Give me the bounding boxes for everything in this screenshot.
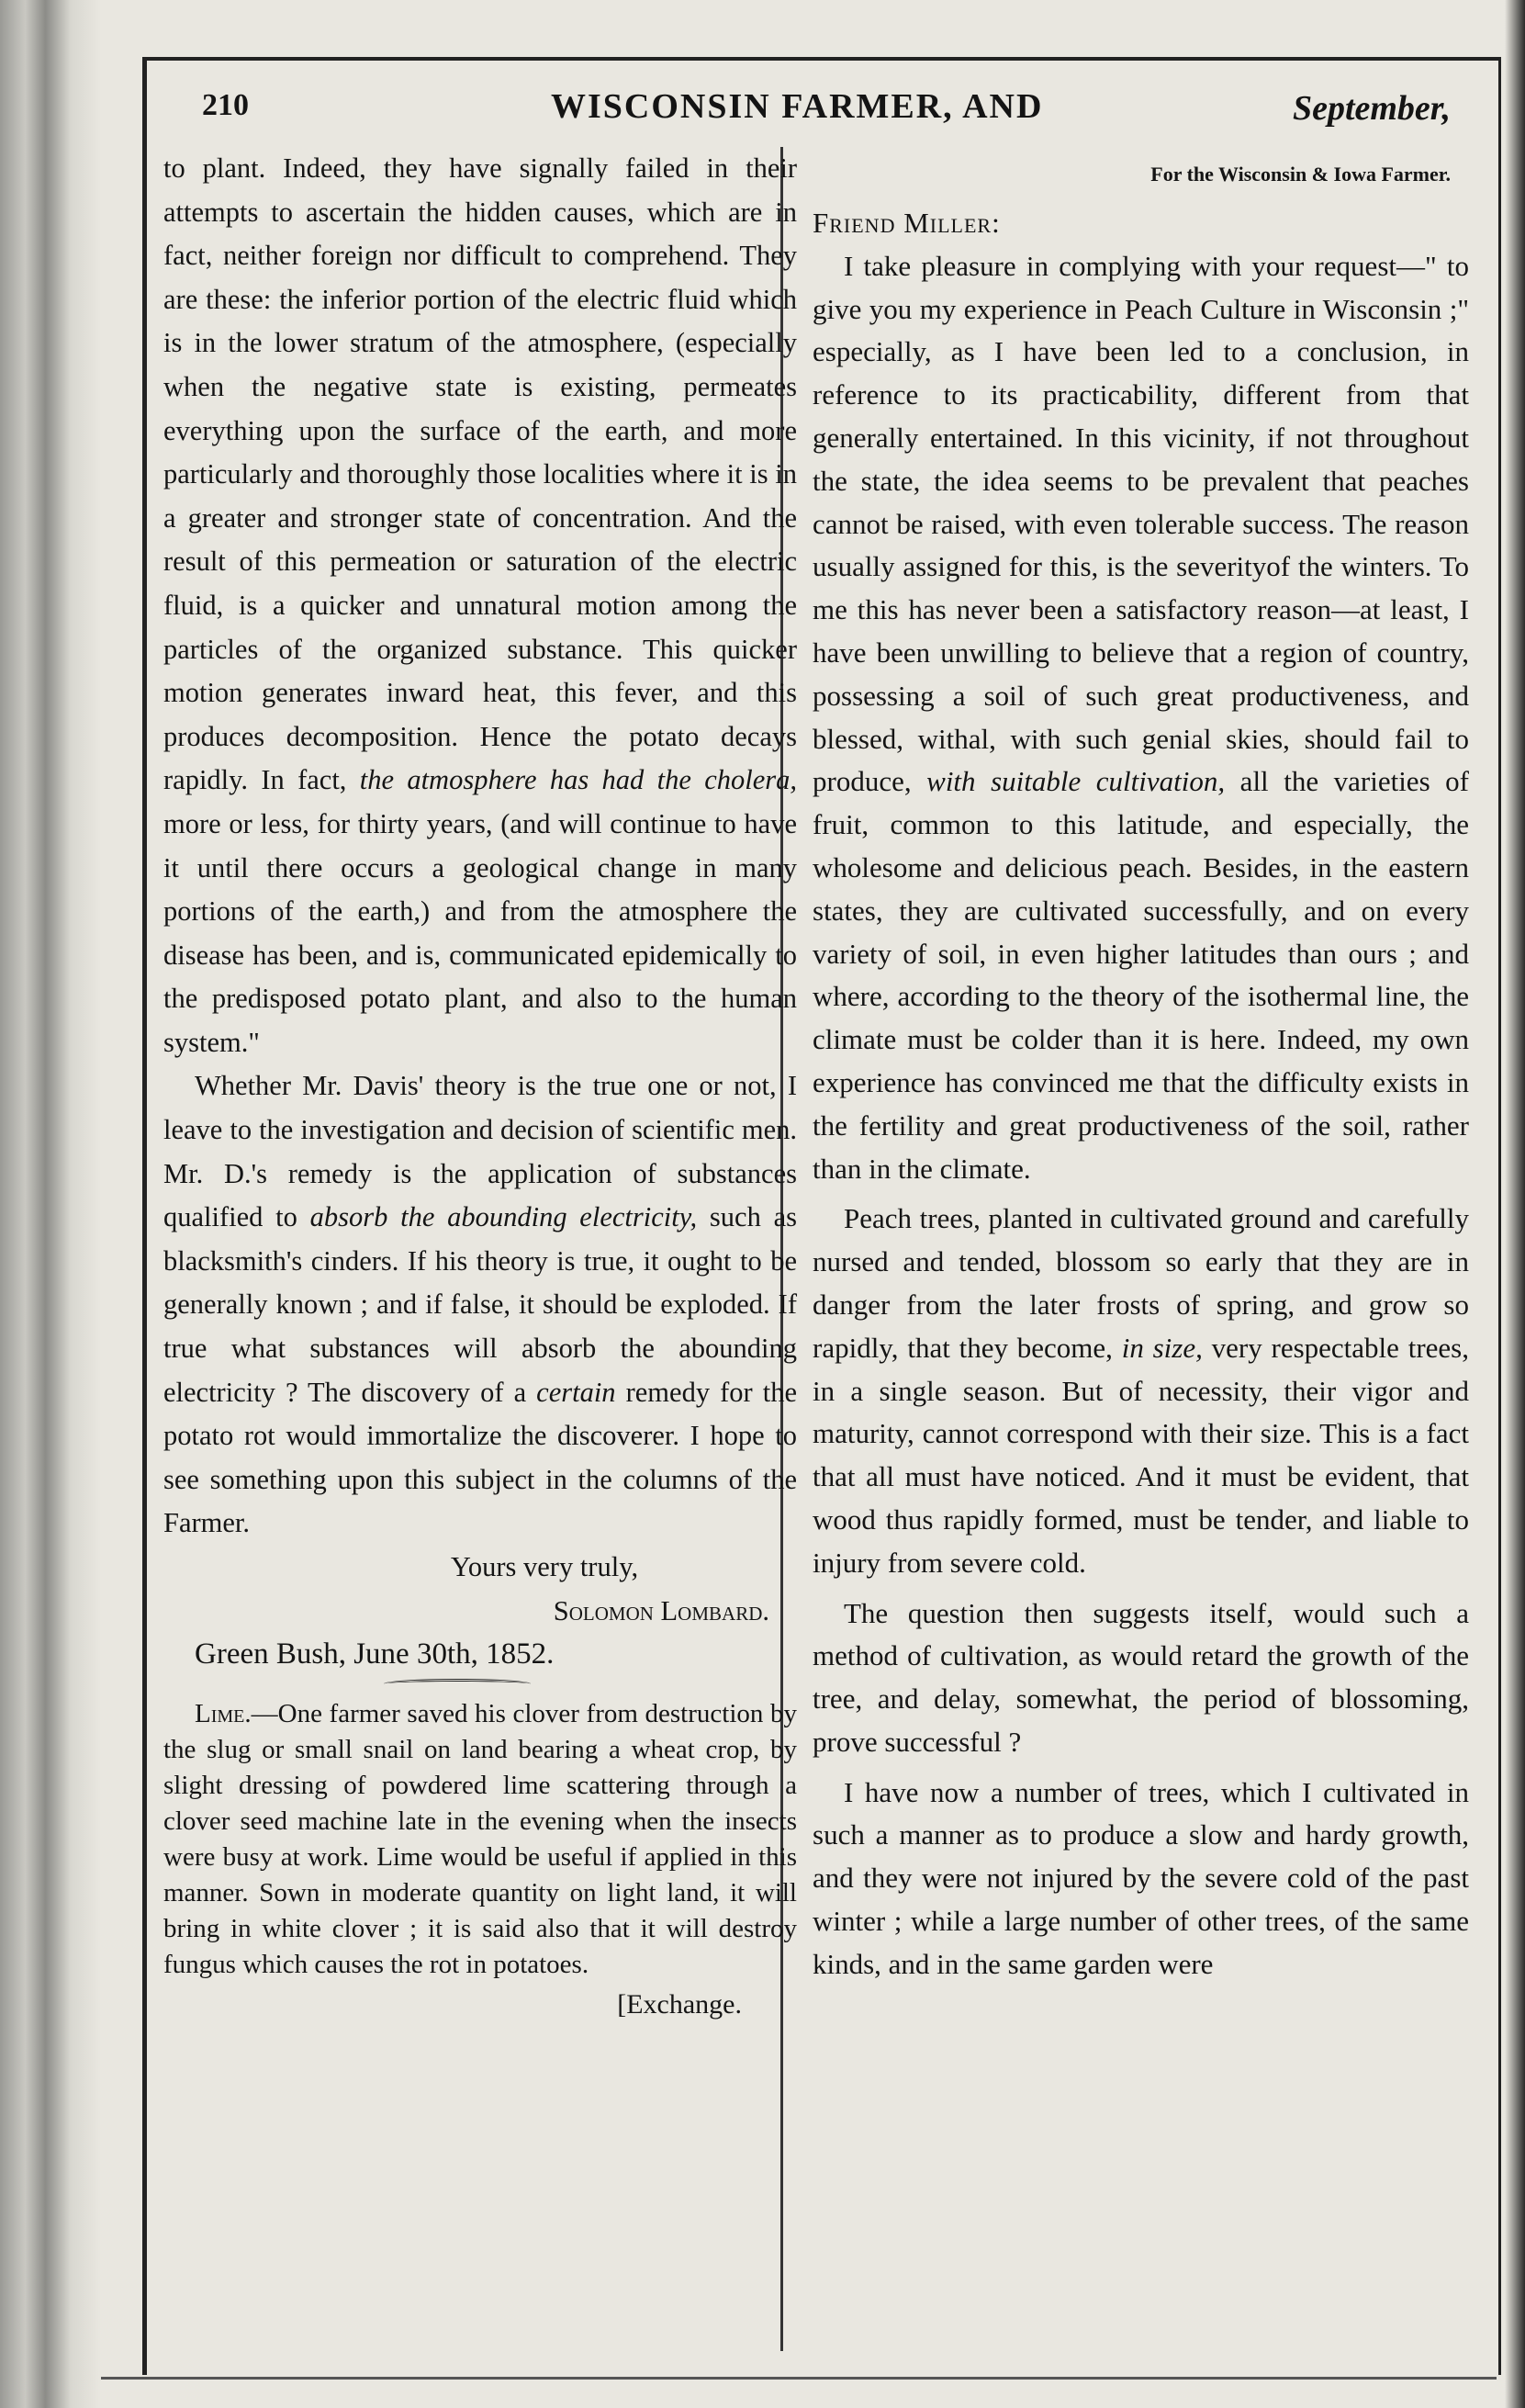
letter-salutation: Friend Miller:: [813, 207, 1001, 239]
lime-article: [163, 1696, 797, 1983]
running-header: [184, 81, 1451, 145]
text-run: very respectable trees, in a single season. But of necessity, their vigor and maturity, cannot correspond with their size. This is a fact that all must have noticed. And it must be evident, that wood thus rapidly formed, must be tender, and liable to injury from severe cold.: [813, 1331, 1469, 1579]
italic-text: with suitable cultivation,: [926, 765, 1226, 798]
lime-article-label: Lime.: [195, 1698, 252, 1728]
article-continuation-paragraph: [163, 147, 797, 1064]
letter-signature: Solomon Lombard.: [553, 1594, 769, 1626]
text-run: —One farmer saved his clover from destruction by the slug or small snail on land bearing a wheat crop, by slight dressing of powdered lime scattering through a clover seed machine late in the evening when the insects were busy at work. Lime would be useful if applied in this manner. Sown in moderate quantity on light land, it will bring in white clover ; it is said also that it will destroy fungus which causes the rot in potatoes.: [163, 1698, 797, 1979]
page-shadow: [1505, 0, 1525, 2408]
right-column: [813, 147, 1469, 1986]
text-run: such as blacksmith's cinders. If his theory is true, it ought to be generally known ; and if false, it should be exploded. If true what substances will absorb the abounding electricity ? The discovery of a: [163, 1201, 797, 1408]
text-run: Whether Mr. Davis' theory is the true one or not, I leave to the investigation and decision of scientific men. Mr. D.'s remedy is the application of substances qualified to: [163, 1070, 797, 1233]
left-column: [163, 147, 797, 2026]
letter-signoff: Yours very truly,: [450, 1551, 639, 1582]
running-title: WISCONSIN FARMER, AND: [551, 87, 1044, 126]
article-paragraph: [813, 1198, 1469, 1584]
text-run: I take pleasure in complying with your request—" to give you my experience in Peach Culture in Wisconsin ;" especially, as I have been led to a conclusion, in reference to its practicability, different from that generally entertained. In this vicinity, if not throughout the state, the idea seems to be prevalent that peaches cannot be raised, with even tolerable success. The reason usually assigned for this, is the severityof the winters. To me this has never been a satisfactory reason—at least, I have been unwilling to believe that a region of country, possessing a soil of such great productiveness, and blessed, withal, with such genial skies, should fail to produce,: [813, 249, 1469, 798]
italic-text: certain: [536, 1376, 616, 1408]
binding-edge: [0, 0, 101, 2408]
letter-dateline: Green Bush, June 30th, 1852.: [195, 1637, 555, 1671]
text-run: more or less, for thirty years, (and will continue to have it until there occurs a geological change in many portions of the earth,) and from the atmosphere the disease has been, and is, communicated epidemically to the predisposed potato plant, and also to the human system.": [163, 807, 797, 1058]
article-paragraph: [163, 1064, 797, 1546]
running-month: September,: [1292, 89, 1451, 128]
ornamental-divider: [384, 1679, 531, 1689]
italic-text: absorb the abounding electricity,: [309, 1201, 698, 1233]
article-credit: For the Wisconsin & Iowa Farmer.: [1150, 163, 1451, 186]
italic-text: in size,: [1121, 1331, 1203, 1364]
italic-text: the atmosphere has had the cholera,: [359, 764, 797, 796]
text-run: all the varieties of fruit, common to this latitude, and especially, the wholesome and delicious peach. Besides, in the eastern states, they are cultivated successfully, and on every variety of soil, in even higher latitudes than ours ; and where, according to the theory of the isothermal line, the climate must be colder than it is here. Indeed, my own experience has convinced me that the difficulty exists in the fertility and great productiveness of the soil, rather than in the climate.: [813, 765, 1470, 1185]
text-run: Peach trees, planted in cultivated ground and carefully nursed and tended, blossom so early that they are in danger from the later frosts of spring, and grow so rapidly, that they become,: [813, 1202, 1469, 1364]
page-number: 210: [202, 88, 249, 122]
article-paragraph: The question then suggests itself, would such a method of cultivation, as would retard the growth of the tree, and delay, somewhat, the period of blossoming, prove successful ?: [813, 1596, 1469, 1758]
bottom-rule: [101, 2377, 1497, 2380]
article-paragraph: I have now a number of trees, which I cultivated in such a manner as to produce a slow and hardy growth, and they were not injured by the severe cold of the past winter ; while a large number of other trees, of the same kinds, and in the same garden were: [813, 1775, 1469, 1980]
article-source: [Exchange.: [617, 1988, 742, 2020]
article-paragraph: [813, 245, 1469, 1191]
text-run: remedy for the potato rot would immortalize the discoverer. I hope to see something upon this subject in the columns of the Farmer.: [163, 1376, 797, 1539]
text-run: to plant. Indeed, they have signally failed in their attempts to ascertain the hidden causes, which are in fact, neither foreign nor difficult to comprehend. They are these: the inferior portion of the electric fluid which is in the lower stratum of the atmosphere, (especially when the negative state is existing, permeates everything upon the surface of the earth, and more particularly and thoroughly those localities where it is in a greater and stronger state of concentration. And the result of this permeation or saturation of the electric fluid, is a quicker and unnatural motion among the particles of the organized substance. This quicker motion generates inward heat, this fever, and this produces decomposition. Hence the potato decays rapidly. In fact,: [163, 152, 797, 796]
